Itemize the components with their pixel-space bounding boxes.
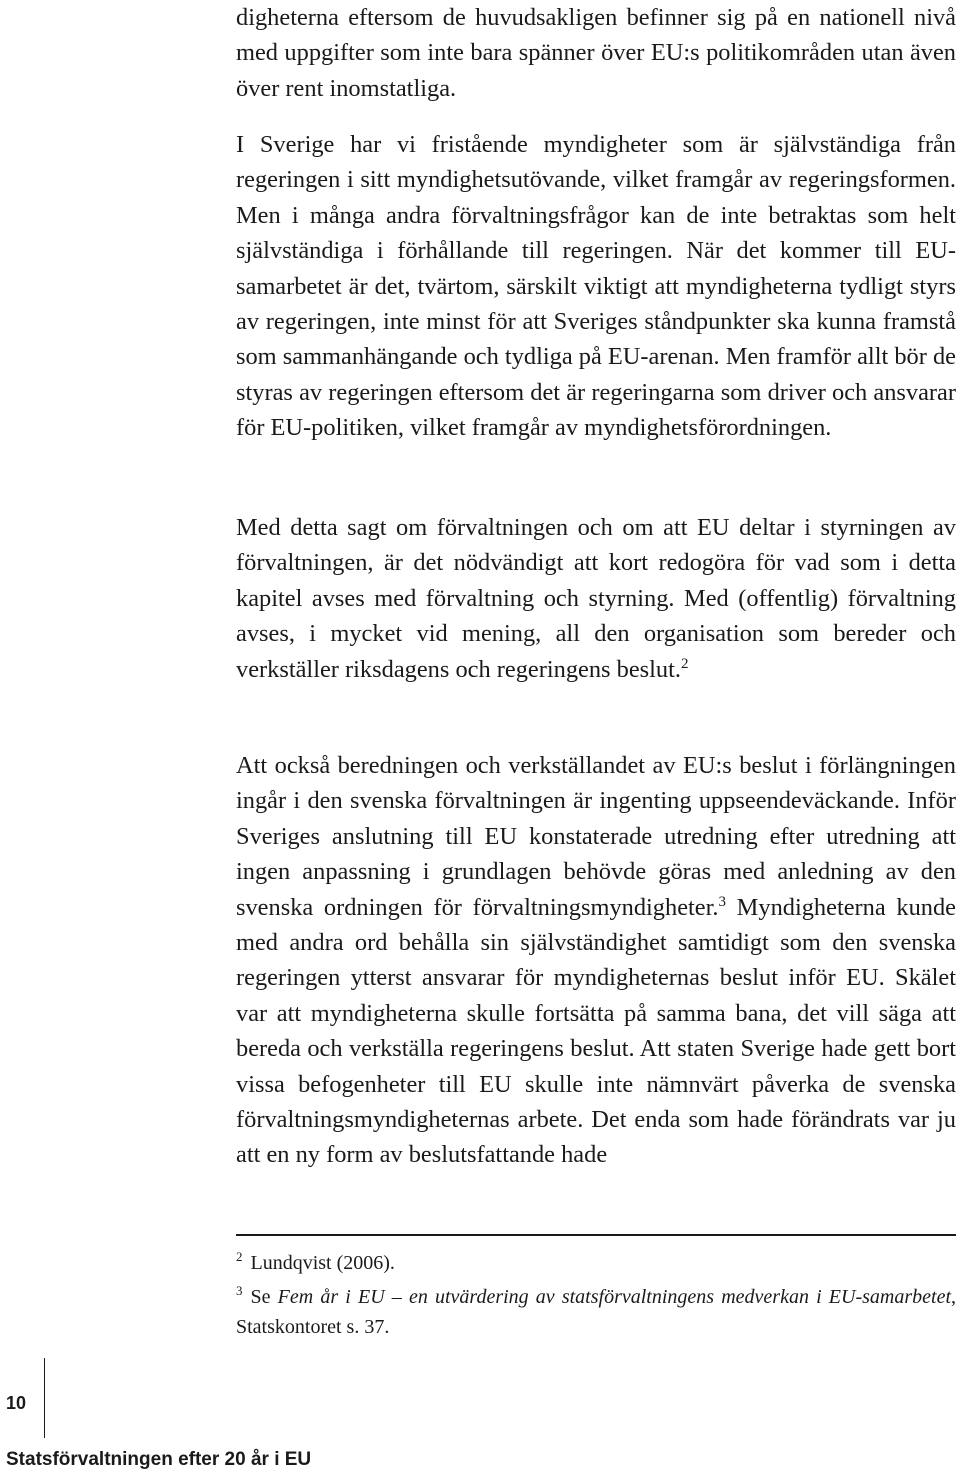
footnote-text-prefix: Se [250,1286,278,1308]
paragraph-2: I Sverige har vi fristående myndigheter som är självständiga från regeringen i sitt myndighetsutövande, vilket framgår av regeringsformen. Men i många andra förvaltningsfrågor kan de inte betraktas som helt självständiga i förhållande till regeringen. När det kommer till EU-samarbetet är det, tvärtom, särskilt viktigt att myndigheterna tydligt styrs av regeringen, inte minst för att Sveriges ståndpunkter ska kunna framstå som sammanhängande och tydliga på EU-arenan. Men framför allt bör de styras av regeringen eftersom det är regeringarna som driver och ansvarar för EU-politiken, vilket framgår av myndighetsförordningen. [236,131,956,442]
footnote-2 [236,1248,956,1278]
footnote-3 [236,1282,956,1342]
paragraph-1: digheterna eftersom de huvudsakligen befinner sig på en nationell nivå med uppgifter som inte bara spänner över EU:s politikområden utan även över rent inomstatliga. [236,4,956,102]
footnote-divider [236,1234,956,1236]
paragraph-3 [236,510,956,687]
footnote-cited-title: Fem år i EU – en utvärdering av statsförvaltningens medverkan i EU-samarbetet [277,1286,952,1308]
footnotes [236,1248,956,1346]
footnote-ref-3[interactable]: 3 [718,893,726,910]
footnote-text-suffix: , Statskontoret s. 37. [236,1286,957,1338]
footnote-number: 3 [236,1283,243,1299]
paragraph-4-text-a: Att också beredningen och verkställandet av EU:s beslut i förlängningen ingår i den svenska förvaltningen är ingenting uppseendeväckande. Inför Sveriges anslutning till EU konstaterade utredning efter utredning att ingen anpassning i grundlagen behövde göras med anledning av den svenska ordningen för förvaltningsmyndigheter. [236,752,956,921]
footnote-text: Lundqvist (2006). [250,1252,395,1274]
footnote-number: 2 [236,1249,243,1265]
running-footer-title: Statsförvaltningen efter 20 år i EU [6,1449,312,1470]
paragraph-4 [236,748,956,1173]
paragraph-4-text-b: Myndigheterna kunde med andra ord behålla sin självständighet samtidigt som den svenska regeringen ytterst ansvarar för myndigheternas beslut inför EU. Skälet var att myndigheterna skulle fortsätta på samma bana, det vill säga att bereda och verkställa regeringens beslut. Att staten Sverige hade gett bort vissa befogenheter till EU skulle inte nämnvärt påverka de svenska förvaltningsmyndigheternas arbete. Det enda som hade förändrats var ju att en ny form av beslutsfattande hade [236,893,956,1169]
footnote-ref-2[interactable]: 2 [681,655,689,672]
paragraph-3-text: Med detta sagt om förvaltningen och om att EU deltar i styrningen av förvaltningen, är det nödvändigt att kort redogöra för vad som i detta kapitel avses med förvaltning och styrning. Med (offentlig) förvaltning avses, i mycket vid mening, all den organisation som bereder och verkställer riksdagens och regeringens beslut. [236,514,956,683]
page-number: 10 [6,1393,27,1413]
